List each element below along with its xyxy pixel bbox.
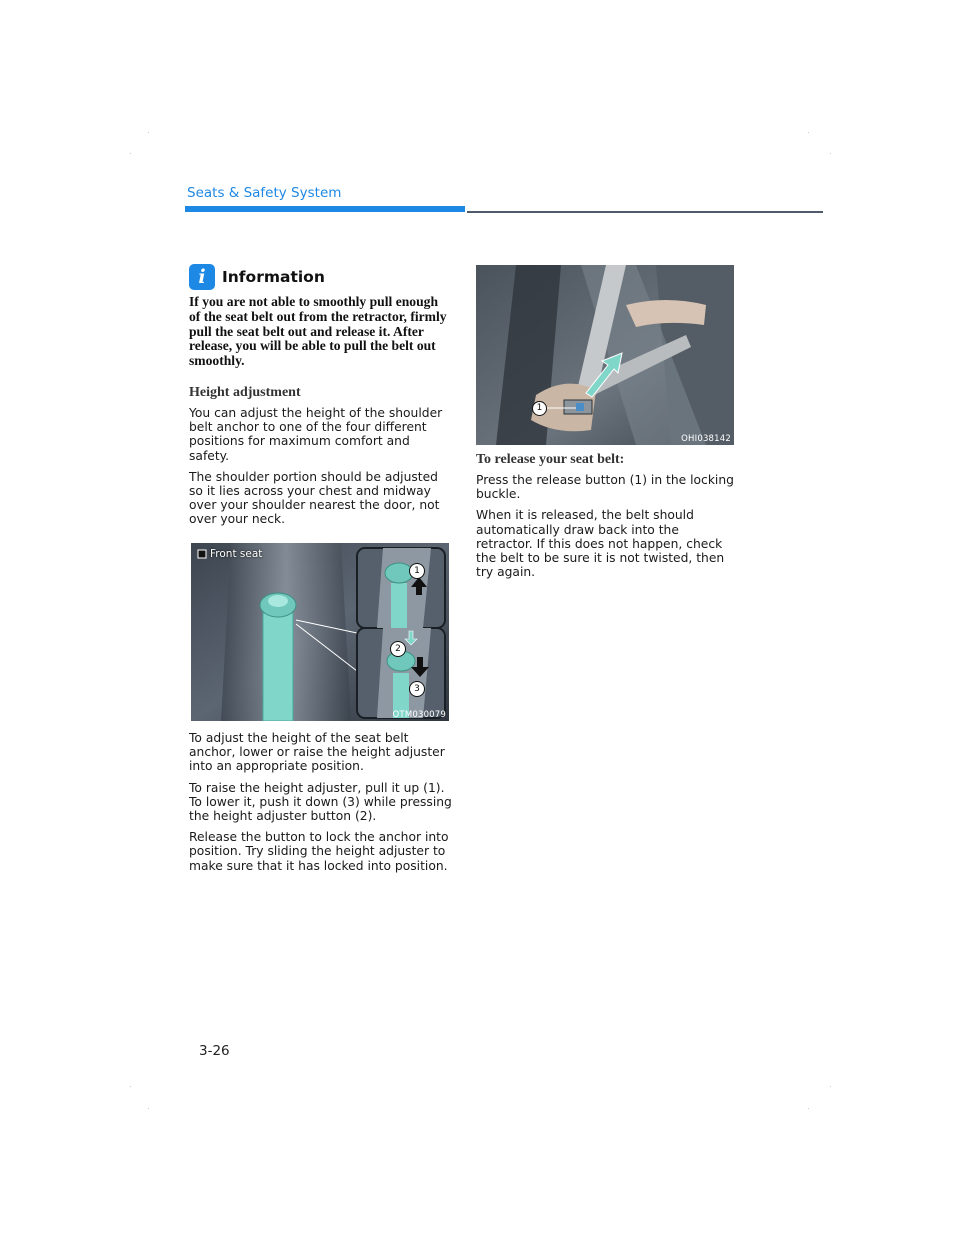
page-number: 3-26 xyxy=(199,1043,230,1059)
figure-code: OTM030079 xyxy=(392,710,446,720)
crop-mark xyxy=(830,153,831,154)
header-rule-accent xyxy=(185,206,465,212)
release-heading: To release your seat belt: xyxy=(476,452,625,467)
crop-mark xyxy=(830,1086,831,1087)
buckle-release-illustration xyxy=(476,265,734,445)
height-adjustment-heading: Height adjustment xyxy=(189,385,301,400)
paragraph: The shoulder portion should be adjusted so it lies across your chest and midway over your shoulder nearest the door, not over your neck. xyxy=(189,469,440,527)
crop-mark xyxy=(130,1086,131,1087)
front-seat-figure xyxy=(191,543,449,721)
crop-mark xyxy=(808,132,809,133)
paragraph: To adjust the height of the seat belt anchor, lower or raise the height adjuster into an appropriate position. xyxy=(189,731,445,774)
header-rule xyxy=(467,211,823,213)
callout-1: 1 xyxy=(409,563,425,579)
info-icon: i xyxy=(189,264,215,290)
callout-1: 1 xyxy=(532,401,547,416)
height-instructions xyxy=(189,731,453,880)
paragraph: To raise the height adjuster, pull it up (1). To lower it, push it down (3) while pressing the height adjuster button (2). xyxy=(189,780,452,824)
crop-mark xyxy=(808,1108,809,1109)
figure-label: Front seat xyxy=(210,548,263,560)
information-title: Information xyxy=(222,268,325,286)
crop-mark xyxy=(148,132,149,133)
crop-mark xyxy=(130,153,131,154)
paragraph: Release the button to lock the anchor into position. Try sliding the height adjuster to make sure that it has locked into position. xyxy=(189,830,449,873)
height-adjustment-section xyxy=(189,385,453,534)
callout-2: 2 xyxy=(390,641,406,657)
release-buckle-figure xyxy=(476,265,734,445)
information-note xyxy=(189,264,451,369)
release-section xyxy=(476,452,738,586)
callout-3: 3 xyxy=(409,681,425,697)
paragraph: You can adjust the height of the shoulder belt anchor to one of the four different positions for maximum comfort and safety. xyxy=(189,406,443,463)
information-text: If you are not able to smoothly pull enough of the seat belt out from the retractor, firmly pull the seat belt out and release it. After release, you will be able to pull the belt out smoothly. xyxy=(189,294,447,369)
section-title: Seats & Safety System xyxy=(187,185,342,201)
paragraph: When it is released, the belt should automatically draw back into the retractor. If this does not happen, check the belt to be sure it is not twisted, then try again. xyxy=(476,508,725,580)
figure-code: OHI038142 xyxy=(681,434,731,444)
paragraph: Press the release button (1) in the locking buckle. xyxy=(476,473,734,502)
crop-mark xyxy=(148,1108,149,1109)
